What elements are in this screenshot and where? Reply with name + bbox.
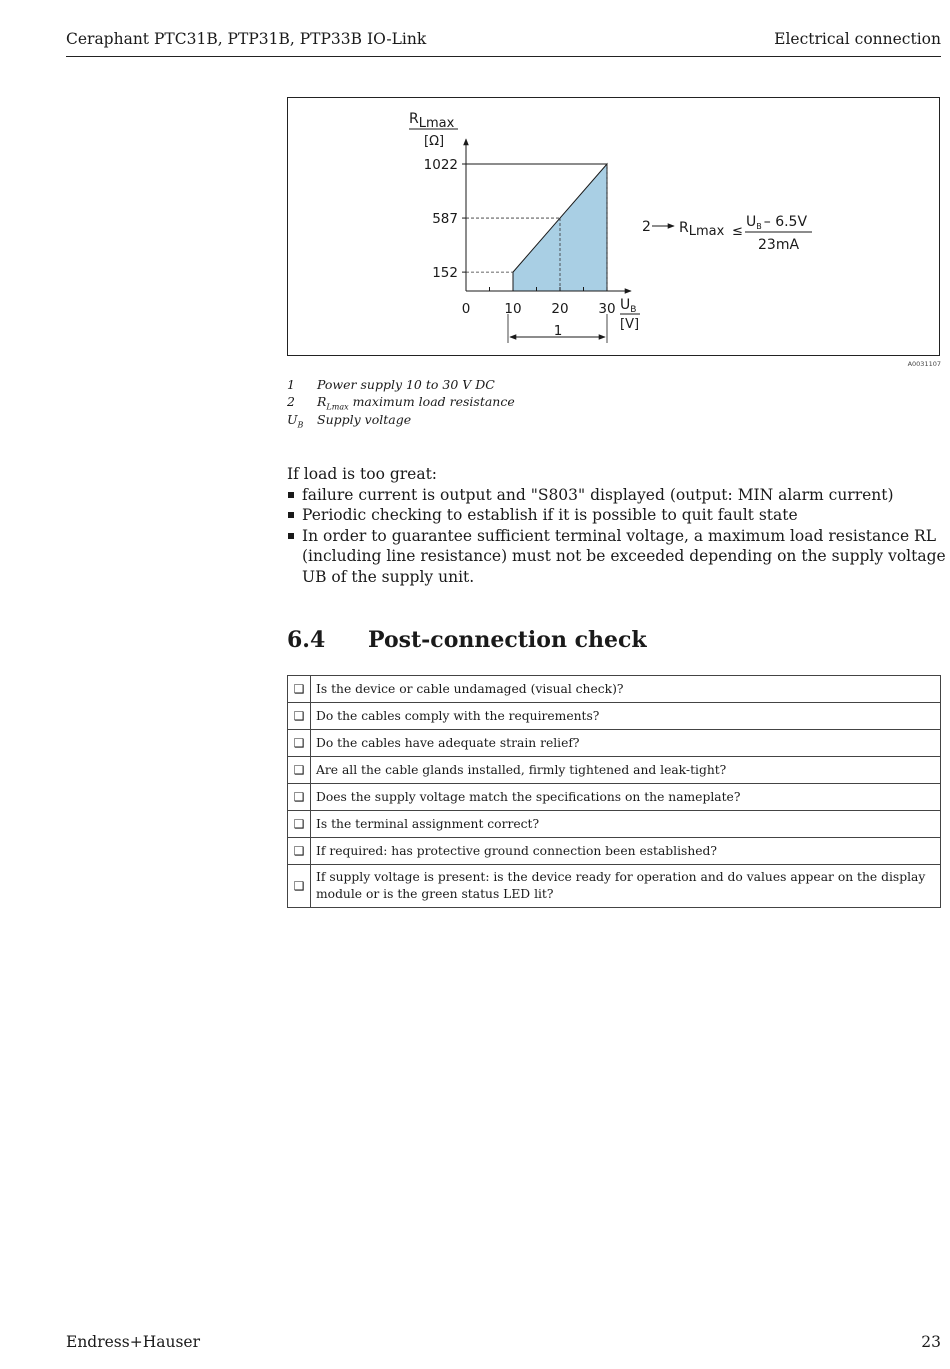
legend-key: [287, 412, 317, 430]
checklist-row: [288, 838, 941, 865]
formula-marker: 2: [642, 219, 651, 235]
y-tick-label: 152: [432, 265, 458, 282]
bullet-item: [287, 485, 947, 506]
legend-item: [287, 377, 495, 392]
formula-lhs-r: R: [679, 220, 689, 236]
formula-lhs: [679, 220, 725, 239]
legend-item: [287, 394, 515, 412]
legend-text: Supply voltage: [317, 412, 412, 427]
bullet-icon: [288, 533, 294, 539]
checklist-item: If required: has protective ground connection been established?: [311, 838, 941, 865]
bullet-text: In order to guarantee sufficient terminal voltage, a maximum load resistance RL (including line resistance) must not be exceeded depending on the supply voltage UB of the supply unit.: [302, 526, 946, 586]
checklist-row: [288, 676, 941, 703]
x-axis-title: [620, 297, 636, 315]
checklist-row: [288, 811, 941, 838]
bullet-icon: [288, 492, 294, 498]
formula-num-u: U: [746, 214, 757, 230]
formula-denominator: 23mA: [758, 237, 800, 253]
section-number: 6.4: [287, 627, 326, 653]
legend-text: Power supply 10 to 30 V DC: [317, 377, 495, 392]
header-rule: [66, 56, 941, 57]
figure-id: A0031107: [907, 360, 941, 368]
checkbox-icon: ❑: [288, 703, 311, 730]
y-tick-label: 1022: [423, 157, 458, 173]
y-axis-label-sub: Lmax: [418, 116, 455, 131]
load-resistance-figure: [287, 97, 940, 356]
checklist-item: Is the device or cable undamaged (visual check)?: [311, 676, 941, 703]
checkbox-icon: ❑: [288, 757, 311, 784]
legend-text-sub: Lmax: [326, 402, 349, 412]
checklist-item: Is the terminal assignment correct?: [311, 811, 941, 838]
checkbox-icon: ❑: [288, 676, 311, 703]
legend-text: maximum load resistance: [348, 394, 515, 409]
checklist-row: [288, 784, 941, 811]
x-axis-label-sub: B: [630, 305, 637, 315]
bullet-list: [287, 485, 947, 588]
formula-num-sub: B: [756, 222, 762, 231]
checkbox-icon: ❑: [288, 838, 311, 865]
checklist-row: [288, 703, 941, 730]
bullet-item: [287, 526, 947, 588]
y-tick-label: 587: [432, 211, 458, 228]
checkbox-icon: ❑: [288, 865, 311, 908]
checklist-item: Does the supply voltage match the specifications on the nameplate?: [311, 784, 941, 811]
checkbox-icon: ❑: [288, 811, 311, 838]
checklist-row: [288, 757, 941, 784]
legend-key: 1: [287, 377, 295, 392]
x-axis-label: U: [620, 297, 631, 313]
x-tick-label: 10: [504, 301, 522, 317]
formula-num-rest: – 6.5V: [763, 214, 808, 230]
x-tick-label: 30: [598, 301, 616, 317]
legend-key: 2: [287, 394, 295, 409]
header-chapter-title: Electrical connection: [774, 30, 941, 48]
post-connection-checklist: [287, 675, 941, 908]
formula-relation: ≤: [732, 224, 743, 239]
checklist-item: Do the cables have adequate strain relief?: [311, 730, 941, 757]
bullet-item: [287, 505, 947, 526]
checkbox-icon: ❑: [288, 784, 311, 811]
checkbox-icon: ❑: [288, 730, 311, 757]
legend-key-sub: B: [297, 420, 304, 430]
x-tick-label: 20: [551, 301, 569, 317]
checklist-row: [288, 865, 941, 908]
body-text: [287, 464, 947, 587]
bullet-text: failure current is output and "S803" displayed (output: MIN alarm current): [302, 485, 894, 504]
footer-brand: Endress+Hauser: [66, 1333, 200, 1351]
checklist-item: Are all the cable glands installed, firmly tightened and leak-tight?: [311, 757, 941, 784]
legend-text-r: R: [317, 394, 327, 409]
page-number: 23: [921, 1333, 941, 1351]
legend-item: [287, 412, 411, 430]
checklist-row: [288, 730, 941, 757]
checklist-item: Do the cables comply with the requirements?: [311, 703, 941, 730]
formula-numerator: [746, 214, 807, 231]
section-title: Post-connection check: [368, 627, 647, 653]
range-marker: 1: [553, 323, 563, 339]
y-axis-title: [409, 111, 455, 131]
legend-key-u: U: [287, 412, 298, 427]
header-document-title: Ceraphant PTC31B, PTP31B, PTP33B IO-Link: [66, 30, 427, 48]
checklist-item: If supply voltage is present: is the device ready for operation and do values appear on the display module or is the green status LED lit?: [311, 865, 941, 908]
formula-lhs-sub: Lmax: [688, 224, 725, 239]
bullet-text: Periodic checking to establish if it is possible to quit fault state: [302, 506, 798, 524]
x-axis-unit: [V]: [620, 317, 640, 332]
body-intro: If load is too great:: [287, 465, 438, 483]
load-area: [513, 164, 607, 291]
x-tick-label: 0: [461, 301, 471, 317]
bullet-icon: [288, 512, 294, 518]
y-axis-unit: [Ω]: [424, 134, 445, 149]
y-axis-label: R: [409, 111, 419, 127]
